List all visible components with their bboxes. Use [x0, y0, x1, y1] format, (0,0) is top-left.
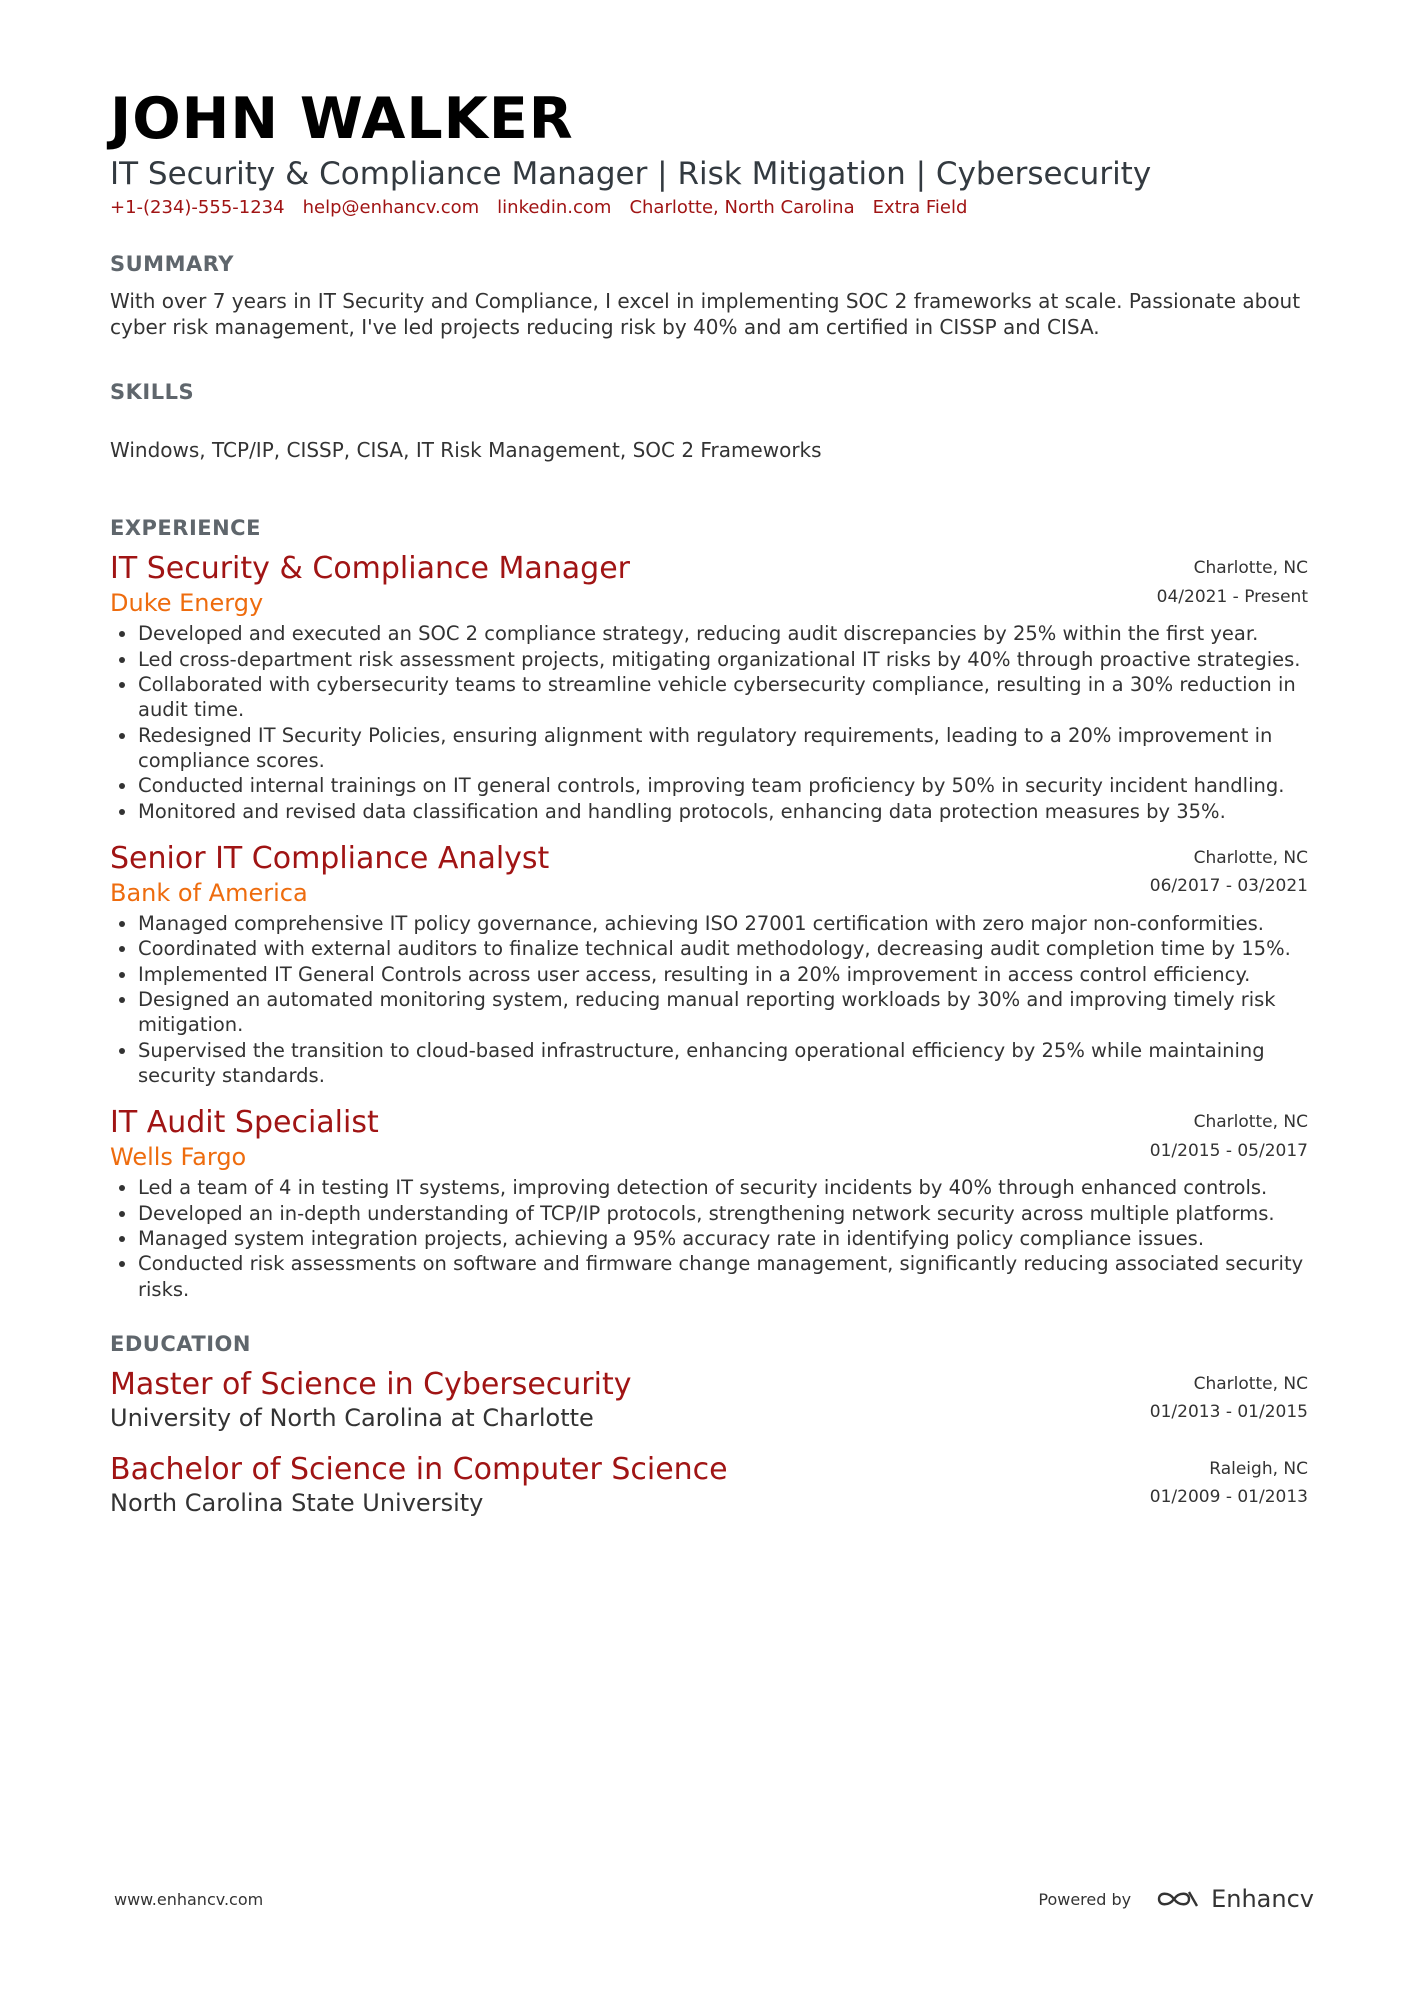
entry-title-block	[110, 1368, 1150, 1435]
company-name: Duke Energy	[110, 588, 264, 617]
achievement-item: • Designed an automated monitoring system, reducing manual reporting workloads by 30% and improving timely risk mitigation.	[138, 987, 1308, 1038]
entry-header	[110, 842, 1308, 909]
skills-text: Windows, TCP/IP, CISSP, CISA, IT Risk Management, SOC 2 Frameworks	[110, 438, 822, 463]
school-name: North Carolina State University	[110, 1489, 484, 1518]
entry-title-block	[110, 1453, 1150, 1520]
achievement-item: • Led a team of 4 in testing IT systems, improving detection of security incidents by 40% through enhanced controls.	[138, 1175, 1308, 1200]
job-location: Charlotte, NC	[1193, 558, 1308, 579]
entry-meta	[1150, 842, 1308, 900]
contact-location: Charlotte, North Carolina	[629, 197, 855, 219]
education-entry	[110, 1453, 1308, 1520]
brand-name: Enhancv	[1211, 1885, 1314, 1913]
job-title: IT Audit Specialist	[110, 1105, 379, 1141]
job-dates: 04/2021 - Present	[1156, 586, 1308, 607]
entry-title-block	[110, 842, 1150, 909]
contact-linkedin[interactable]: linkedin.com	[497, 197, 612, 219]
achievement-item: • Monitored and revised data classification and handling protocols, enhancing data protection measures by 35%.	[138, 799, 1308, 824]
page-footer	[114, 1885, 1314, 1913]
powered-by-label: Powered by	[1038, 1889, 1132, 1909]
education-location: Charlotte, NC	[1193, 1373, 1308, 1394]
experience-list	[110, 552, 1308, 1302]
achievement-item: • Managed comprehensive IT policy governance, achieving ISO 27001 certification with zero major non-conformities.	[138, 911, 1308, 936]
achievement-item: • Led cross-department risk assessment projects, mitigating organizational IT risks by 40% through proactive strategies.	[138, 647, 1308, 672]
achievement-item: • Developed an in-depth understanding of TCP/IP protocols, strengthening network security across multiple platforms.	[138, 1201, 1308, 1226]
entry-meta	[1157, 552, 1308, 610]
experience-entry	[110, 552, 1308, 824]
achievement-item: • Conducted risk assessments on software and firmware change management, significantly reducing associated security risks.	[138, 1251, 1308, 1302]
achievement-list	[110, 911, 1308, 1088]
achievement-item: • Redesigned IT Security Policies, ensuring alignment with regulatory requirements, leading to a 20% improvement in compliance scores.	[138, 723, 1308, 774]
contact-email[interactable]: help@enhancv.com	[302, 197, 480, 219]
entry-meta	[1150, 1368, 1308, 1426]
education-location: Raleigh, NC	[1209, 1458, 1308, 1479]
experience-entry	[110, 842, 1308, 1088]
entry-meta	[1150, 1453, 1308, 1511]
resume-page	[110, 88, 1308, 1538]
entry-header	[110, 1368, 1308, 1435]
achievement-item: • Managed system integration projects, achieving a 95% accuracy rate in identifying policy compliance issues.	[138, 1226, 1308, 1251]
job-dates: 06/2017 - 03/2021	[1149, 876, 1308, 897]
education-dates: 01/2009 - 01/2013	[1149, 1487, 1308, 1508]
footer-website[interactable]: www.enhancv.com	[114, 1889, 264, 1909]
contact-extra: Extra Field	[872, 197, 968, 219]
entry-header	[110, 1453, 1308, 1520]
education-heading: EDUCATION	[110, 1331, 251, 1356]
enhancv-logo-icon	[1155, 1888, 1201, 1910]
job-title: IT Security & Compliance Manager	[110, 551, 630, 587]
powered-by	[1038, 1885, 1314, 1913]
achievement-item: • Collaborated with cybersecurity teams to streamline vehicle cybersecurity compliance, resulting in a 30% reduction in audit time.	[138, 672, 1308, 723]
achievement-list	[110, 621, 1308, 824]
degree-title: Master of Science in Cybersecurity	[110, 1366, 632, 1402]
enhancv-brand[interactable]	[1155, 1885, 1314, 1913]
achievement-item: • Supervised the transition to cloud-based infrastructure, enhancing operational efficiency by 25% while maintaining security standards.	[138, 1038, 1308, 1089]
summary-heading: SUMMARY	[110, 252, 234, 277]
education-dates: 01/2013 - 01/2015	[1149, 1402, 1308, 1423]
entry-title-block	[110, 552, 1157, 619]
achievement-list	[110, 1175, 1308, 1302]
education-list	[110, 1368, 1308, 1520]
achievement-item: • Coordinated with external auditors to finalize technical audit methodology, decreasing audit completion time by 15%.	[138, 936, 1308, 961]
company-name: Bank of America	[110, 878, 308, 907]
entry-header	[110, 1106, 1308, 1173]
entry-title-block	[110, 1106, 1150, 1173]
summary-text: With over 7 years in IT Security and Compliance, I excel in implementing SOC 2 frameworks at scale. Passionate about cyber risk management, I've led projects reducing risk by 40% and am certified in CISSP and CISA.	[110, 289, 1301, 340]
entry-header	[110, 552, 1308, 619]
achievement-item: • Conducted internal trainings on IT general controls, improving team proficiency by 50% in security incident handling.	[138, 773, 1308, 798]
degree-title: Bachelor of Science in Computer Science	[110, 1451, 728, 1487]
job-location: Charlotte, NC	[1193, 1112, 1308, 1133]
school-name: University of North Carolina at Charlotte	[110, 1404, 594, 1433]
experience-heading: EXPERIENCE	[110, 516, 261, 541]
contact-phone[interactable]: +1-(234)-555-1234	[110, 197, 285, 219]
contact-bar	[110, 197, 1308, 218]
experience-entry	[110, 1106, 1308, 1302]
job-title: Senior IT Compliance Analyst	[110, 841, 550, 877]
education-entry	[110, 1368, 1308, 1435]
job-dates: 01/2015 - 05/2017	[1149, 1140, 1308, 1161]
skills-heading: SKILLS	[110, 380, 195, 405]
achievement-item: • Developed and executed an SOC 2 compliance strategy, reducing audit discrepancies by 25% within the first year.	[138, 621, 1308, 646]
achievement-item: • Implemented IT General Controls across user access, resulting in a 20% improvement in access control efficiency.	[138, 962, 1308, 987]
headline: IT Security & Compliance Manager | Risk Mitigation | Cybersecurity	[110, 155, 1152, 192]
entry-meta	[1150, 1106, 1308, 1164]
job-location: Charlotte, NC	[1193, 848, 1308, 869]
company-name: Wells Fargo	[110, 1142, 247, 1171]
candidate-name: JOHN WALKER	[110, 86, 574, 152]
